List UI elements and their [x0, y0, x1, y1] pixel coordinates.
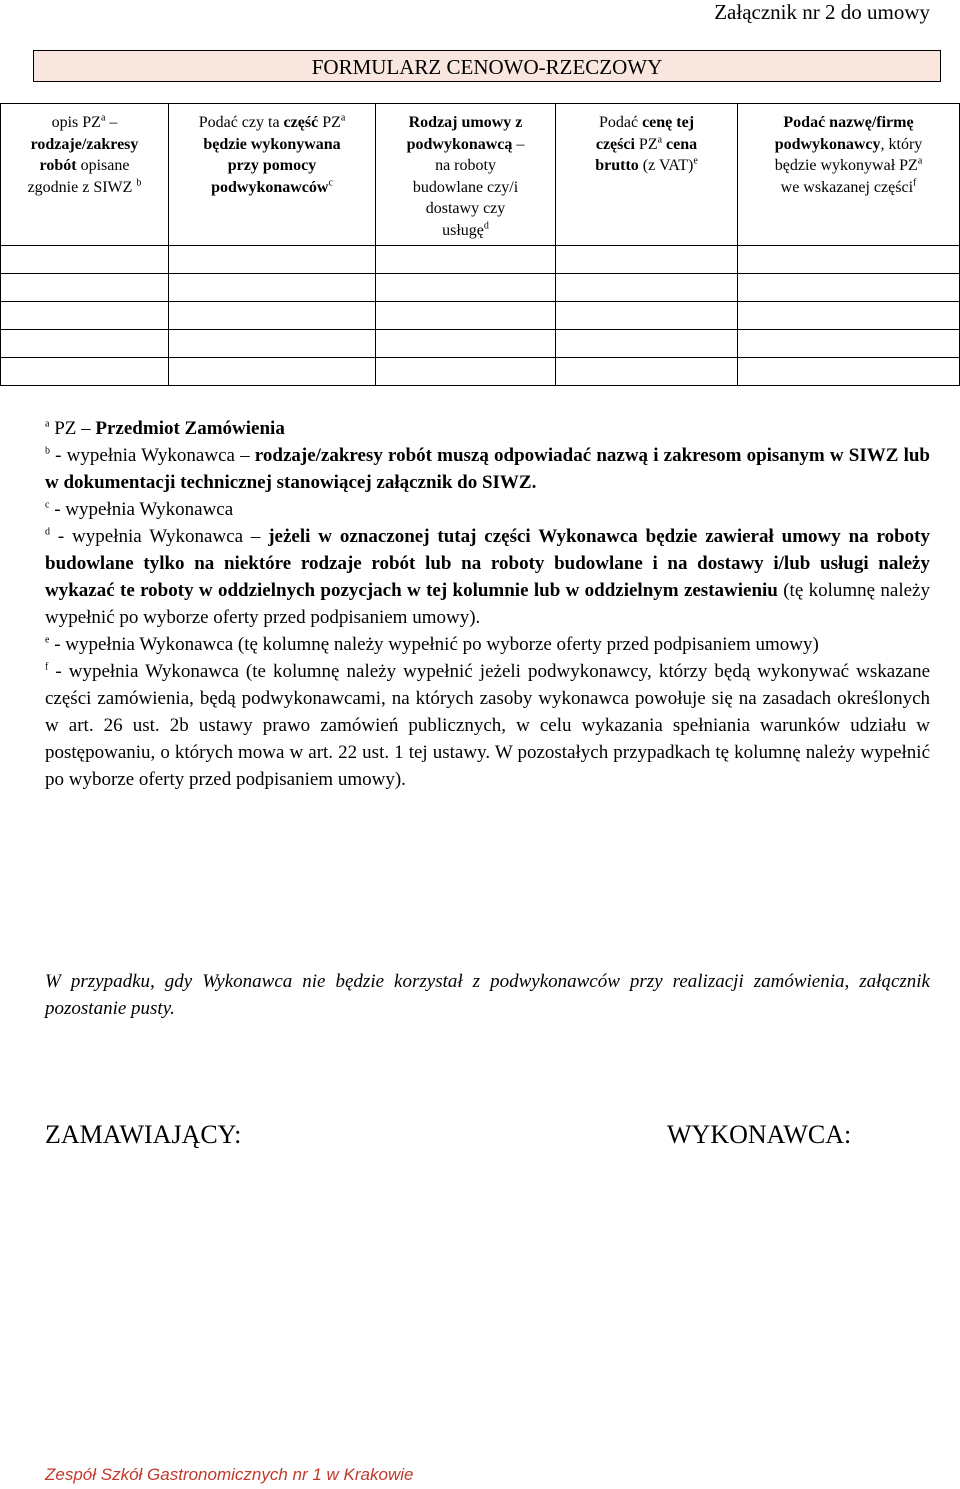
- table-cell[interactable]: [376, 246, 556, 274]
- footnote-f: $^f$ - wypełnia Wykonawca (te kolumnę należy wypełnić jeżeli podwykonawcy, którzy będą wykonywać wskazane części zamówienia, będą podwykonawcami, na których zasoby wykonawca powołuje się na zasadach określonych w art. 26 ust. 2b ustawy prawo zamówień publicznych, w celu wykazania spełniania warunków udziału w postępowaniu, o których mowa w art. 22 ust. 1 tej ustawy. W pozostałych przypadkach tę kolumnę należy wypełnić po wyborze oferty przed podpisaniem umowy).: [45, 661, 930, 790]
- header-col-subcontractor-name: Podać nazwę/firmę podwykonawcy, który będzie wykonywał $PZ^a$ we wskazanej części$^f$: [738, 104, 960, 246]
- table-row: [1, 302, 960, 330]
- table-cell[interactable]: [1, 330, 169, 358]
- table-cell[interactable]: [1, 246, 169, 274]
- table-row: [1, 246, 960, 274]
- footnote-e: $^e$ - wypełnia Wykonawca (tę kolumnę należy wypełnić po wyborze oferty przed podpisaniem umowy): [45, 634, 819, 655]
- header-col-contract-type: Rodzaj umowy z podwykonawcą – na roboty budowlane czy/i dostawy czy usługę$^d$: [376, 104, 556, 246]
- table-cell[interactable]: [169, 358, 376, 386]
- footer-institution: Zespół Szkół Gastronomicznych nr 1 w Krakowie: [45, 1465, 414, 1484]
- table-header-row: [1, 104, 960, 246]
- table-cell[interactable]: [556, 246, 738, 274]
- table-row: [1, 358, 960, 386]
- footnote-b: $^b$ - wypełnia Wykonawca – rodzaje/zakresy robót muszą odpowiadać nazwą i zakresom opisanym w SIWZ lub w dokumentacji technicznej stanowiącej załącznik do SIWZ.: [45, 445, 930, 493]
- footnote-c: $^c$ - wypełnia Wykonawca: [45, 499, 234, 520]
- table-cell[interactable]: [556, 330, 738, 358]
- footnotes: [45, 415, 930, 793]
- table-cell[interactable]: [556, 274, 738, 302]
- table-cell[interactable]: [556, 302, 738, 330]
- price-form-table: [0, 103, 960, 386]
- table-cell[interactable]: [738, 302, 960, 330]
- signature-ordering-party: ZAMAWIAJĄCY:: [45, 1120, 242, 1149]
- footnote-d: $^d$ - wypełnia Wykonawca – jeżeli w oznaczonej tutaj części Wykonawca będzie zawierał umowy na roboty budowlane tylko na niektóre rodzaje robót lub na roboty budowlane i na dostawy i/lub usługi należy wykazać te roboty w oddzielnych pozycjach w tej kolumnie lub w oddzielnym zestawieniu (tę kolumnę należy wypełnić po wyborze oferty przed podpisaniem umowy).: [45, 526, 930, 628]
- table-cell[interactable]: [1, 274, 169, 302]
- table-cell[interactable]: [1, 302, 169, 330]
- footnote-a: $^a$ PZ – Przedmiot Zamówienia: [45, 418, 285, 439]
- annex-label: Załącznik nr 2 do umowy: [714, 0, 930, 24]
- table-cell[interactable]: [169, 330, 376, 358]
- table-cell[interactable]: [376, 358, 556, 386]
- table-cell[interactable]: [738, 330, 960, 358]
- table-cell[interactable]: [738, 358, 960, 386]
- table-cell[interactable]: [169, 246, 376, 274]
- table-cell[interactable]: [738, 274, 960, 302]
- table-cell[interactable]: [376, 274, 556, 302]
- table-cell[interactable]: [169, 302, 376, 330]
- table-row: [1, 330, 960, 358]
- table-cell[interactable]: [169, 274, 376, 302]
- table-cell[interactable]: [556, 358, 738, 386]
- header-col-scope: opis $PZ^a$ – rodzaje/zakresy robót opisane zgodnie z SIWZ $^b$: [1, 104, 169, 246]
- table-cell[interactable]: [376, 330, 556, 358]
- table-cell[interactable]: [738, 246, 960, 274]
- header-col-subcontract-part: Podać czy ta część $PZ^a$ będzie wykonywana przy pomocy podwykonawców$^c$: [169, 104, 376, 246]
- table-row: [1, 274, 960, 302]
- header-col-price: Podać cenę tej części $PZ^a$ cena brutto (z VAT)$^e$: [556, 104, 738, 246]
- table-cell[interactable]: [1, 358, 169, 386]
- empty-annex-note: W przypadku, gdy Wykonawca nie będzie korzystał z podwykonawców przy realizacji zamówienia, załącznik pozostanie pusty.: [45, 971, 930, 1019]
- table-cell[interactable]: [376, 302, 556, 330]
- form-title: FORMULARZ CENOWO-RZECZOWY: [33, 50, 941, 82]
- signature-contractor: WYKONAWCA:: [667, 1120, 852, 1149]
